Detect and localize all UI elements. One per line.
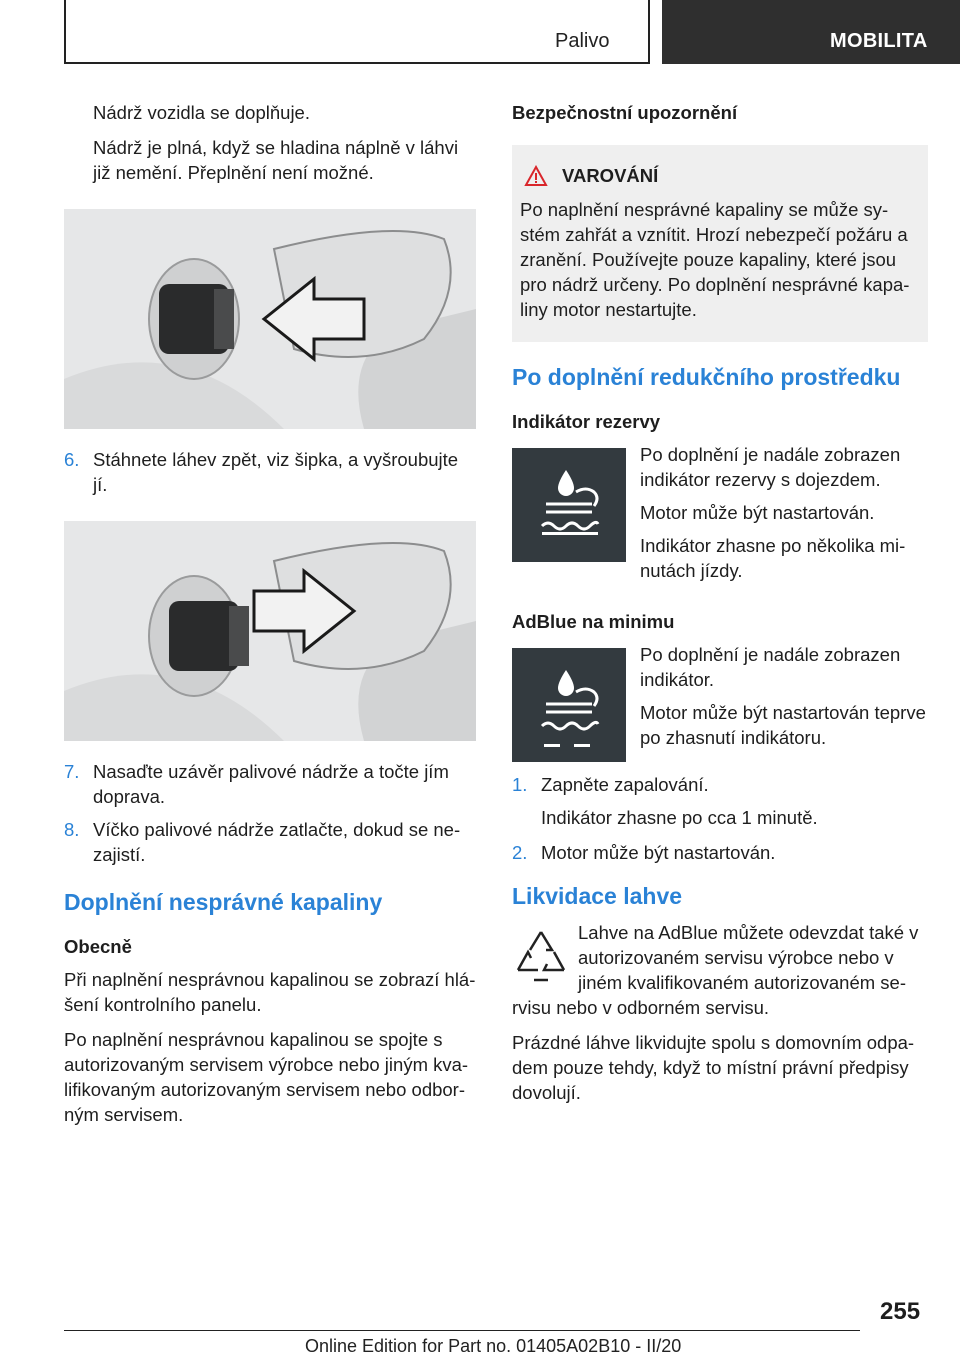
step-number: 1.	[512, 774, 528, 795]
adblue-reserve-icon	[512, 448, 626, 562]
paragraph: Po naplnění nesprávnou kapalinou se spojte s autorizovaným servisem výrobce nebo jiným kvalifikovaným autorizovaným servisem nebo odborným servisem.	[64, 1029, 469, 1125]
step-2	[512, 840, 928, 865]
reserve-line: Motor může být nastartován.	[640, 502, 875, 523]
section-title-wrong-fluid: Doplnění nesprávné kapaliny	[64, 889, 383, 915]
page-number: 255	[880, 1298, 921, 1325]
reserve-line: Po doplnění je nadále zobrazen indikátor rezervy s dojezdem.	[640, 444, 901, 490]
refill-photo-2	[64, 521, 476, 741]
left-column	[64, 100, 476, 1137]
step-8	[64, 817, 476, 867]
step-text: Motor může být nastartován.	[541, 842, 776, 863]
intro-line-1: Nádrž vozidla se doplňuje.	[93, 102, 310, 123]
header-chapter-tab[interactable]: MOBILITA	[662, 0, 960, 64]
section-title-disposal: Likvidace lahve	[512, 883, 683, 909]
step-1	[512, 772, 928, 797]
step-text: Víčko palivové nádrže zatlačte, dokud se nezajistí.	[93, 819, 461, 865]
minimum-text	[640, 642, 928, 762]
footer-divider	[64, 1330, 860, 1331]
warning-title: VAROVÁNÍ	[562, 165, 659, 186]
refill-photo-1	[64, 209, 476, 429]
minimum-line: Po doplnění je nadále zobrazen indikátor.	[640, 644, 901, 690]
reserve-line: Indikátor zhasne po několika minutách jízdy.	[640, 535, 906, 581]
step-1-sub: Indikátor zhasne po cca 1 minutě.	[541, 807, 818, 828]
step-text: Zapněte zapalování.	[541, 774, 709, 795]
reserve-text	[640, 442, 928, 591]
minimum-title: AdBlue na minimu	[512, 611, 675, 632]
step-text: Stáhnete láhev zpět, viz šipka, a vyšroubujte jí.	[93, 449, 459, 495]
step-number: 7.	[64, 761, 80, 782]
warning-triangle-icon	[524, 165, 548, 187]
paragraph: Při naplnění nesprávnou kapalinou se zobrazí hlášení kontrolního panelu.	[64, 969, 476, 1015]
disposal-text: Lahve na AdBlue můžete odevzdat také v autorizovaném servisu výrobce nebo v jiném kvalifikovaném autorizovaném servisu nebo v odborném servisu.	[512, 922, 919, 1018]
section-title-after-refill: Po doplnění redukčního prostředku	[512, 364, 901, 390]
warning-box	[512, 145, 928, 342]
adblue-minimum-icon	[512, 648, 626, 762]
right-column	[512, 100, 928, 1115]
disposal-block	[512, 920, 928, 1105]
reserve-block	[512, 442, 928, 591]
warning-header	[520, 165, 920, 187]
safety-title: Bezpečnostní upozornění	[512, 102, 738, 123]
intro-line-2: Nádrž je plná, když se hladina náplně v láhvi již nemění. Přeplnění není možné.	[93, 137, 459, 183]
subsection-title-general: Obecně	[64, 936, 132, 957]
step-7	[64, 759, 476, 809]
step-6	[64, 447, 476, 497]
header-section: Palivo	[555, 30, 610, 52]
step-text: Nasaďte uzávěr palivové nádrže a točte jím doprava.	[93, 761, 449, 807]
minimum-block	[512, 642, 928, 762]
step-number: 6.	[64, 449, 80, 470]
warning-text: Po naplnění nesprávné kapaliny se může systém zahřát a vznítit. Hrozí nebezpečí požáru a zranění. Používejte pouze kapaliny, které jsou pro nádrž určeny. Po doplnění nesprávné kapaliny motor nestartujte.	[520, 199, 910, 320]
recycle-icon	[512, 926, 570, 986]
step-number: 8.	[64, 819, 80, 840]
minimum-line: Motor může být nastartován teprve po zhasnutí indikátoru.	[640, 702, 926, 748]
footer-edition: Online Edition for Part no. 01405A02B10 - II/20	[305, 1336, 682, 1356]
step-number: 2.	[512, 842, 528, 863]
reserve-title: Indikátor rezervy	[512, 411, 661, 432]
disposal-text-2: Prázdné láhve likvidujte spolu s domovním odpadem pouze tehdy, když to místní právní předpisy dovolují.	[512, 1032, 915, 1103]
